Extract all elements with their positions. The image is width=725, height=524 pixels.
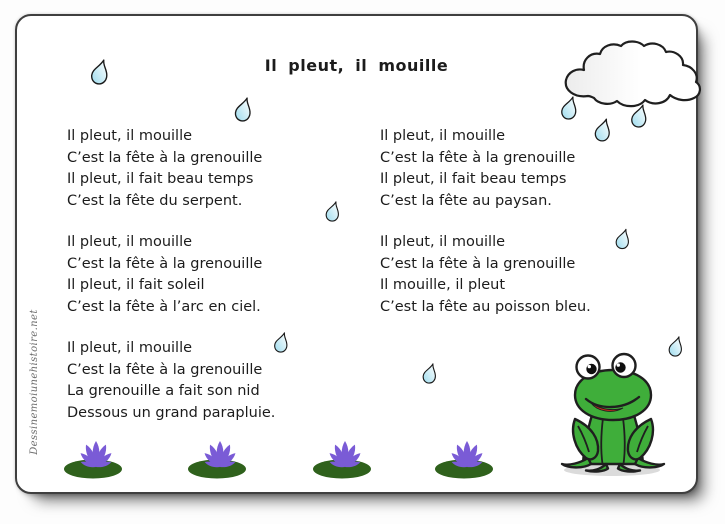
lyrics-column-right <box>380 126 591 338</box>
cloud-icon <box>560 38 708 120</box>
lyric-line: Il pleut, il mouille <box>67 340 193 356</box>
lyric-line: C’est la fête à l’arc en ciel. <box>67 298 261 315</box>
lyric-line: C’est la fête à la grenouille <box>380 149 576 166</box>
lyric-line: Il pleut, il mouille <box>67 234 193 250</box>
raindrop-icon <box>594 118 611 142</box>
stanza <box>67 126 275 212</box>
raindrop-icon <box>615 228 630 250</box>
stanza <box>67 338 275 424</box>
lyric-line: C’est la fête à la grenouille <box>67 255 263 272</box>
lyric-line: C’est la fête du serpent. <box>67 192 243 209</box>
raindrop-icon <box>668 335 683 358</box>
raindrop-icon <box>324 201 341 222</box>
raindrop-icon <box>234 97 252 122</box>
stanza <box>380 126 591 212</box>
lyric-line: C’est la fête au paysan. <box>380 192 552 209</box>
frog-illustration <box>558 350 668 478</box>
water-lily-icon <box>434 437 498 479</box>
lyric-line: C’est la fête à la grenouille <box>67 361 263 378</box>
lyric-line: Il pleut, il fait soleil <box>67 277 205 293</box>
song-title: Il pleut, il mouille <box>264 56 449 75</box>
lyric-line: Il mouille, il pleut <box>380 277 506 293</box>
lyric-line: Il pleut, il mouille <box>380 128 506 144</box>
stanza <box>380 232 591 318</box>
watermark-credit: Dessinemoiunehistoire.net <box>29 309 40 455</box>
lyric-line: Il pleut, il fait beau temps <box>67 171 254 187</box>
lyric-line: Dessous un grand parapluie. <box>67 404 276 421</box>
water-lily-icon <box>312 437 376 479</box>
raindrop-icon <box>273 332 289 353</box>
raindrop-icon <box>422 363 437 384</box>
lyric-line: Il pleut, il mouille <box>380 234 506 250</box>
stanza <box>67 232 275 318</box>
lyric-line: C’est la fête à la grenouille <box>380 255 576 272</box>
lyric-line: Il pleut, il mouille <box>67 128 193 144</box>
lyric-line: La grenouille a fait son nid <box>67 383 260 399</box>
song-sheet-card <box>15 14 698 494</box>
lyric-line: C’est la fête au poisson bleu. <box>380 298 591 315</box>
lyrics-column-left <box>67 126 275 444</box>
lyric-line: C’est la fête à la grenouille <box>67 149 263 166</box>
lyric-line: Il pleut, il fait beau temps <box>380 171 567 187</box>
